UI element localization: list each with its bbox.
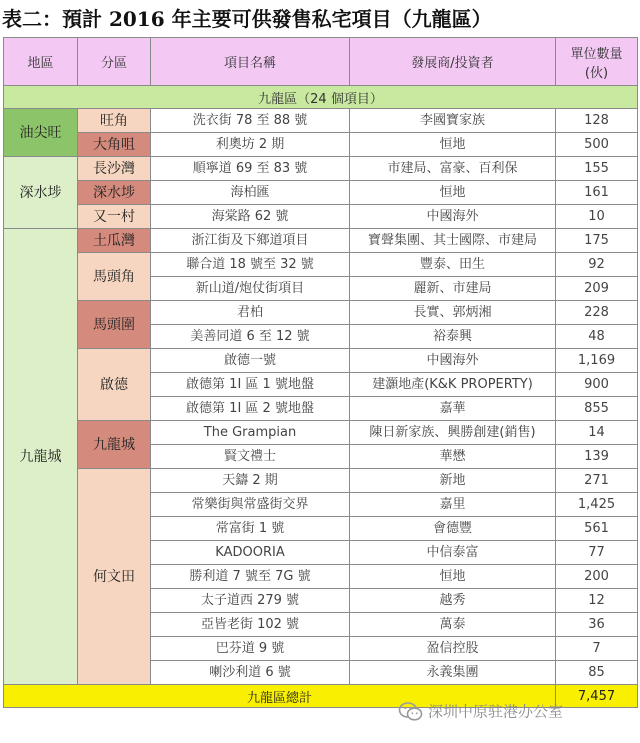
developer-cell: 恒地 [350, 133, 556, 157]
project-cell: 常樂街與常盛街交界 [151, 493, 350, 517]
project-cell: 巴芬道 9 號 [151, 637, 350, 661]
project-cell: 天鑄 2 期 [151, 469, 350, 493]
developer-cell: 永義集團 [350, 661, 556, 685]
developer-cell: 恒地 [350, 181, 556, 205]
units-cell: 200 [556, 565, 638, 589]
project-cell: 喇沙利道 6 號 [151, 661, 350, 685]
developer-cell: 市建局、富豪、百利保 [350, 157, 556, 181]
units-cell: 175 [556, 229, 638, 253]
units-cell: 900 [556, 373, 638, 397]
district-cell: 長沙灣 [78, 157, 151, 181]
units-cell: 77 [556, 541, 638, 565]
developer-cell: 嘉華 [350, 397, 556, 421]
project-cell: 勝利道 7 號至 7G 號 [151, 565, 350, 589]
district-cell: 又一村 [78, 205, 151, 229]
project-cell: 亞皆老街 102 號 [151, 613, 350, 637]
header-project: 項目名稱 [151, 38, 350, 86]
project-cell: 海柏匯 [151, 181, 350, 205]
units-cell: 14 [556, 421, 638, 445]
district-cell: 啟德 [78, 349, 151, 421]
watermark [398, 699, 638, 739]
header-units-line2: (伙) [584, 65, 609, 81]
developer-cell: 豐泰、田生 [350, 253, 556, 277]
watermark-text: 深圳中原驻港办公室 [428, 702, 564, 721]
units-cell: 92 [556, 253, 638, 277]
units-cell: 855 [556, 397, 638, 421]
project-cell: 利奧坊 2 期 [151, 133, 350, 157]
developer-cell: 中國海外 [350, 349, 556, 373]
district-cell: 九龍城 [78, 421, 151, 469]
header-developer: 發展商/投資者 [350, 38, 556, 86]
kowloon-supply-table [3, 37, 638, 708]
project-cell: 啟德第 1I 區 1 號地盤 [151, 373, 350, 397]
developer-cell: 萬泰 [350, 613, 556, 637]
total-label: 九龍區總計 [4, 685, 556, 708]
region-cell: 油尖旺 [4, 109, 78, 157]
region-cell: 九龍城 [4, 229, 78, 685]
developer-cell: 中信泰富 [350, 541, 556, 565]
units-cell: 139 [556, 445, 638, 469]
district-cell: 馬頭角 [78, 253, 151, 301]
project-cell: 太子道西 279 號 [151, 589, 350, 613]
header-region: 地區 [4, 38, 78, 86]
units-cell: 161 [556, 181, 638, 205]
district-cell: 何文田 [78, 469, 151, 685]
project-cell: 浙江街及下鄉道項目 [151, 229, 350, 253]
units-cell: 7 [556, 637, 638, 661]
table-title: 表二：預計 2016 年主要可供發售私宅項目（九龍區） [2, 7, 492, 31]
developer-cell: 越秀 [350, 589, 556, 613]
total-units: 7,457 [556, 685, 638, 708]
project-cell: 美善同道 6 至 12 號 [151, 325, 350, 349]
developer-cell: 華懋 [350, 445, 556, 469]
project-cell: 聯合道 18 號至 32 號 [151, 253, 350, 277]
district-cell: 深水埗 [78, 181, 151, 205]
header-units [556, 38, 638, 86]
units-cell: 209 [556, 277, 638, 301]
units-cell: 10 [556, 205, 638, 229]
developer-cell: 裕泰興 [350, 325, 556, 349]
developer-cell: 新地 [350, 469, 556, 493]
developer-cell: 盈信控股 [350, 637, 556, 661]
units-cell: 155 [556, 157, 638, 181]
district-cell: 大角咀 [78, 133, 151, 157]
developer-cell: 會德豐 [350, 517, 556, 541]
project-cell: KADOORIA [151, 541, 350, 565]
project-cell: 君柏 [151, 301, 350, 325]
units-cell: 1,169 [556, 349, 638, 373]
units-cell: 1,425 [556, 493, 638, 517]
project-cell: 順寧道 69 至 83 號 [151, 157, 350, 181]
district-cell: 旺角 [78, 109, 151, 133]
project-cell: 啟德第 1I 區 2 號地盤 [151, 397, 350, 421]
district-cell: 土瓜灣 [78, 229, 151, 253]
district-cell: 馬頭圍 [78, 301, 151, 349]
units-cell: 271 [556, 469, 638, 493]
header-district: 分區 [78, 38, 151, 86]
project-cell: 新山道/炮仗街項目 [151, 277, 350, 301]
units-cell: 85 [556, 661, 638, 685]
units-cell: 228 [556, 301, 638, 325]
units-cell: 48 [556, 325, 638, 349]
developer-cell: 恒地 [350, 565, 556, 589]
developer-cell: 建灝地產(K&K PROPERTY) [350, 373, 556, 397]
developer-cell: 李國寶家族 [350, 109, 556, 133]
section-label: 九龍區（24 個項目） [4, 86, 638, 109]
developer-cell: 寶聲集團、其士國際、市建局 [350, 229, 556, 253]
wechat-icon [398, 699, 424, 725]
project-cell: The Grampian [151, 421, 350, 445]
units-cell: 12 [556, 589, 638, 613]
developer-cell: 陳日新家族、興勝創建(銷售) [350, 421, 556, 445]
header-units-line1: 單位數量 [570, 46, 623, 62]
units-cell: 128 [556, 109, 638, 133]
developer-cell: 嘉里 [350, 493, 556, 517]
project-cell: 洗衣街 78 至 88 號 [151, 109, 350, 133]
units-cell: 500 [556, 133, 638, 157]
developer-cell: 長實、郭炳湘 [350, 301, 556, 325]
region-cell: 深水埗 [4, 157, 78, 229]
project-cell: 賢文禮士 [151, 445, 350, 469]
developer-cell: 麗新、市建局 [350, 277, 556, 301]
project-cell: 常富街 1 號 [151, 517, 350, 541]
project-cell: 啟德一號 [151, 349, 350, 373]
developer-cell: 中國海外 [350, 205, 556, 229]
units-cell: 36 [556, 613, 638, 637]
units-cell: 561 [556, 517, 638, 541]
project-cell: 海棠路 62 號 [151, 205, 350, 229]
